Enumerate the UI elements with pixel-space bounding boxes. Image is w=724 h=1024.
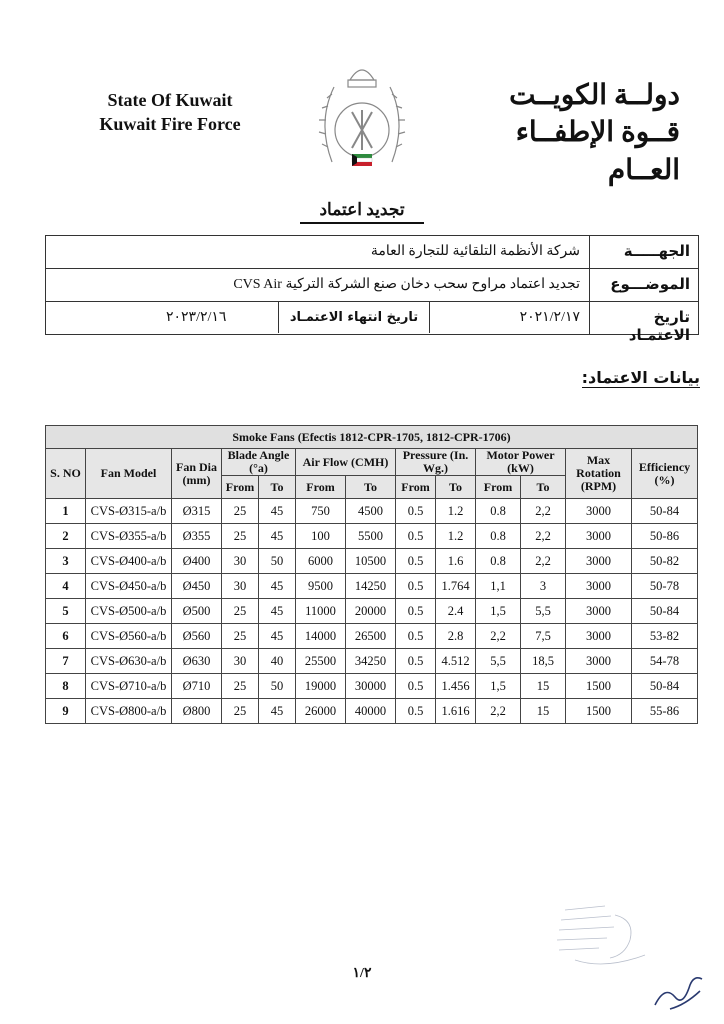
cell-m-from: 0.8 [476, 499, 521, 524]
sub-to: To [521, 476, 566, 499]
cell-m-from: 0.8 [476, 524, 521, 549]
cell-p-from: 0.5 [396, 674, 436, 699]
cell-sno: 2 [46, 524, 86, 549]
cell-dia: Ø500 [172, 599, 222, 624]
header-agency-ar: قــوة الإطفــاء العــام [515, 117, 680, 186]
cell-model: CVS-Ø500-a/b [86, 599, 172, 624]
kuwait-flag-icon [352, 154, 372, 166]
cell-p-to: 4.512 [436, 649, 476, 674]
sub-to: To [346, 476, 396, 499]
cell-sno: 7 [46, 649, 86, 674]
cell-blade-to: 40 [259, 649, 296, 674]
cell-air-from: 100 [296, 524, 346, 549]
cell-eff: 50-84 [632, 499, 698, 524]
cell-m-to: 2,2 [521, 524, 566, 549]
expiry-value: ٢٠٢٣/٢/١٦ [166, 310, 227, 325]
entity-value: شركة الأنظمة التلقائية للتجارة العامة [370, 244, 580, 259]
cell-air-from: 6000 [296, 549, 346, 574]
approval-date-value: ٢٠٢١/٢/١٧ [519, 310, 580, 325]
cell-blade-from: 25 [222, 599, 259, 624]
col-model: Fan Model [86, 449, 172, 499]
cell-blade-from: 25 [222, 499, 259, 524]
section-title: بيانات الاعتماد: [581, 368, 700, 387]
cell-air-to: 5500 [346, 524, 396, 549]
cell-eff: 50-86 [632, 524, 698, 549]
cell-rpm: 3000 [566, 499, 632, 524]
cell-blade-from: 30 [222, 649, 259, 674]
cell-m-from: 5,5 [476, 649, 521, 674]
cell-p-from: 0.5 [396, 499, 436, 524]
header-country: State Of Kuwait [107, 90, 233, 110]
cell-air-to: 30000 [346, 674, 396, 699]
cell-p-to: 1.6 [436, 549, 476, 574]
info-box [45, 235, 699, 344]
cell-dia: Ø630 [172, 649, 222, 674]
cell-blade-to: 45 [259, 524, 296, 549]
cell-rpm: 1500 [566, 674, 632, 699]
cell-p-to: 1.764 [436, 574, 476, 599]
cell-sno: 9 [46, 699, 86, 724]
expiry-label: تاريخ انتهاء الاعتمـاد [278, 302, 430, 333]
cell-rpm: 3000 [566, 624, 632, 649]
cell-model: CVS-Ø355-a/b [86, 524, 172, 549]
cell-dia: Ø450 [172, 574, 222, 599]
sub-from: From [396, 476, 436, 499]
cell-m-from: 1,5 [476, 599, 521, 624]
specifications-table [45, 425, 698, 724]
table-caption: Smoke Fans (Efectis 1812-CPR-1705, 1812-CPR-1706) [46, 426, 698, 449]
cell-m-to: 2,2 [521, 499, 566, 524]
cell-p-to: 2.8 [436, 624, 476, 649]
cell-air-from: 26000 [296, 699, 346, 724]
cell-blade-to: 45 [259, 699, 296, 724]
cell-blade-to: 45 [259, 599, 296, 624]
cell-p-from: 0.5 [396, 599, 436, 624]
cell-p-from: 0.5 [396, 524, 436, 549]
table-row [46, 624, 698, 649]
cell-air-from: 11000 [296, 599, 346, 624]
cell-eff: 54-78 [632, 649, 698, 674]
cell-air-from: 9500 [296, 574, 346, 599]
cell-model: CVS-Ø560-a/b [86, 624, 172, 649]
cell-rpm: 3000 [566, 524, 632, 549]
cell-rpm: 3000 [566, 649, 632, 674]
table-row [46, 699, 698, 724]
cell-sno: 4 [46, 574, 86, 599]
cell-m-to: 7,5 [521, 624, 566, 649]
cell-rpm: 1500 [566, 699, 632, 724]
cell-eff: 50-84 [632, 674, 698, 699]
col-airflow: Air Flow (CMH) [296, 449, 396, 476]
cell-p-from: 0.5 [396, 549, 436, 574]
table-row [46, 599, 698, 624]
cell-blade-to: 50 [259, 674, 296, 699]
subject-value: تجديد اعتماد مراوح سحب دخان صنع الشركة التركية CVS Air [233, 277, 580, 292]
col-maxrot: Max Rotation (RPM) [566, 449, 632, 499]
table-row [46, 574, 698, 599]
kuwait-fire-force-emblem [312, 52, 412, 182]
table-row [46, 674, 698, 699]
cell-air-to: 26500 [346, 624, 396, 649]
cell-m-from: 1,5 [476, 674, 521, 699]
cell-blade-from: 25 [222, 674, 259, 699]
cell-air-to: 10500 [346, 549, 396, 574]
cell-sno: 3 [46, 549, 86, 574]
cell-dia: Ø710 [172, 674, 222, 699]
sub-from: From [222, 476, 259, 499]
cell-p-from: 0.5 [396, 574, 436, 599]
cell-model: CVS-Ø800-a/b [86, 699, 172, 724]
cell-eff: 50-82 [632, 549, 698, 574]
sub-to: To [259, 476, 296, 499]
col-pressure: Pressure (In. Wg.) [396, 449, 476, 476]
cell-p-from: 0.5 [396, 624, 436, 649]
table-row [46, 499, 698, 524]
cell-p-from: 0.5 [396, 649, 436, 674]
cell-eff: 50-84 [632, 599, 698, 624]
cell-p-to: 1.2 [436, 499, 476, 524]
col-eff: Efficiency (%) [632, 449, 698, 499]
table-row [46, 524, 698, 549]
header-arabic [445, 78, 680, 190]
cell-blade-from: 25 [222, 524, 259, 549]
signature [650, 965, 710, 1015]
cell-air-from: 14000 [296, 624, 346, 649]
cell-sno: 1 [46, 499, 86, 524]
col-dia: Fan Dia (mm) [172, 449, 222, 499]
table-row [46, 649, 698, 674]
entity-row [46, 236, 698, 269]
cell-sno: 8 [46, 674, 86, 699]
cell-p-to: 1.616 [436, 699, 476, 724]
cell-model: CVS-Ø450-a/b [86, 574, 172, 599]
cell-blade-from: 25 [222, 624, 259, 649]
cell-air-to: 4500 [346, 499, 396, 524]
cell-dia: Ø400 [172, 549, 222, 574]
cell-eff: 53-82 [632, 624, 698, 649]
cell-p-to: 2.4 [436, 599, 476, 624]
sub-to: To [436, 476, 476, 499]
header-country-ar: دولــة الكويــت [509, 80, 680, 111]
cell-m-from: 2,2 [476, 624, 521, 649]
cell-m-from: 1,1 [476, 574, 521, 599]
sub-from: From [476, 476, 521, 499]
cell-sno: 5 [46, 599, 86, 624]
cell-blade-to: 45 [259, 624, 296, 649]
cell-m-to: 2,2 [521, 549, 566, 574]
stamp-impression [545, 900, 665, 980]
approval-date-label: تاريخ الاعتمـاد [628, 308, 690, 344]
cell-m-to: 15 [521, 674, 566, 699]
cell-sno: 6 [46, 624, 86, 649]
cell-blade-from: 30 [222, 549, 259, 574]
cell-m-to: 18,5 [521, 649, 566, 674]
cell-blade-to: 45 [259, 499, 296, 524]
cell-air-to: 34250 [346, 649, 396, 674]
cell-dia: Ø355 [172, 524, 222, 549]
cell-dia: Ø315 [172, 499, 222, 524]
cell-model: CVS-Ø710-a/b [86, 674, 172, 699]
col-sno: S. NO [46, 449, 86, 499]
cell-air-from: 750 [296, 499, 346, 524]
subject-row [46, 269, 698, 302]
cell-blade-from: 30 [222, 574, 259, 599]
cell-p-to: 1.456 [436, 674, 476, 699]
cell-m-to: 5,5 [521, 599, 566, 624]
col-blade: Blade Angle (°a) [222, 449, 296, 476]
cell-rpm: 3000 [566, 549, 632, 574]
cell-p-to: 1.2 [436, 524, 476, 549]
cell-air-from: 25500 [296, 649, 346, 674]
header-agency: Kuwait Fire Force [99, 114, 241, 134]
cell-eff: 50-78 [632, 574, 698, 599]
cell-m-to: 3 [521, 574, 566, 599]
cell-model: CVS-Ø315-a/b [86, 499, 172, 524]
cell-m-to: 15 [521, 699, 566, 724]
cell-dia: Ø560 [172, 624, 222, 649]
document-title: تجديد اعتماد [300, 200, 424, 224]
col-motor: Motor Power (kW) [476, 449, 566, 476]
cell-blade-to: 45 [259, 574, 296, 599]
cell-air-from: 19000 [296, 674, 346, 699]
page-number: ١/٢ [352, 966, 372, 981]
entity-label: الجهـــــة [623, 242, 690, 260]
table-body [46, 499, 698, 724]
dates-row [46, 302, 698, 344]
cell-model: CVS-Ø630-a/b [86, 649, 172, 674]
cell-dia: Ø800 [172, 699, 222, 724]
cell-model: CVS-Ø400-a/b [86, 549, 172, 574]
sub-from: From [296, 476, 346, 499]
cell-blade-to: 50 [259, 549, 296, 574]
cell-blade-from: 25 [222, 699, 259, 724]
header-english [85, 88, 255, 136]
cell-air-to: 20000 [346, 599, 396, 624]
cell-m-from: 0.8 [476, 549, 521, 574]
subject-label: الموضـــوع [610, 275, 690, 293]
cell-m-from: 2,2 [476, 699, 521, 724]
cell-eff: 55-86 [632, 699, 698, 724]
cell-rpm: 3000 [566, 574, 632, 599]
cell-p-from: 0.5 [396, 699, 436, 724]
cell-rpm: 3000 [566, 599, 632, 624]
table-row [46, 549, 698, 574]
cell-air-to: 40000 [346, 699, 396, 724]
cell-air-to: 14250 [346, 574, 396, 599]
